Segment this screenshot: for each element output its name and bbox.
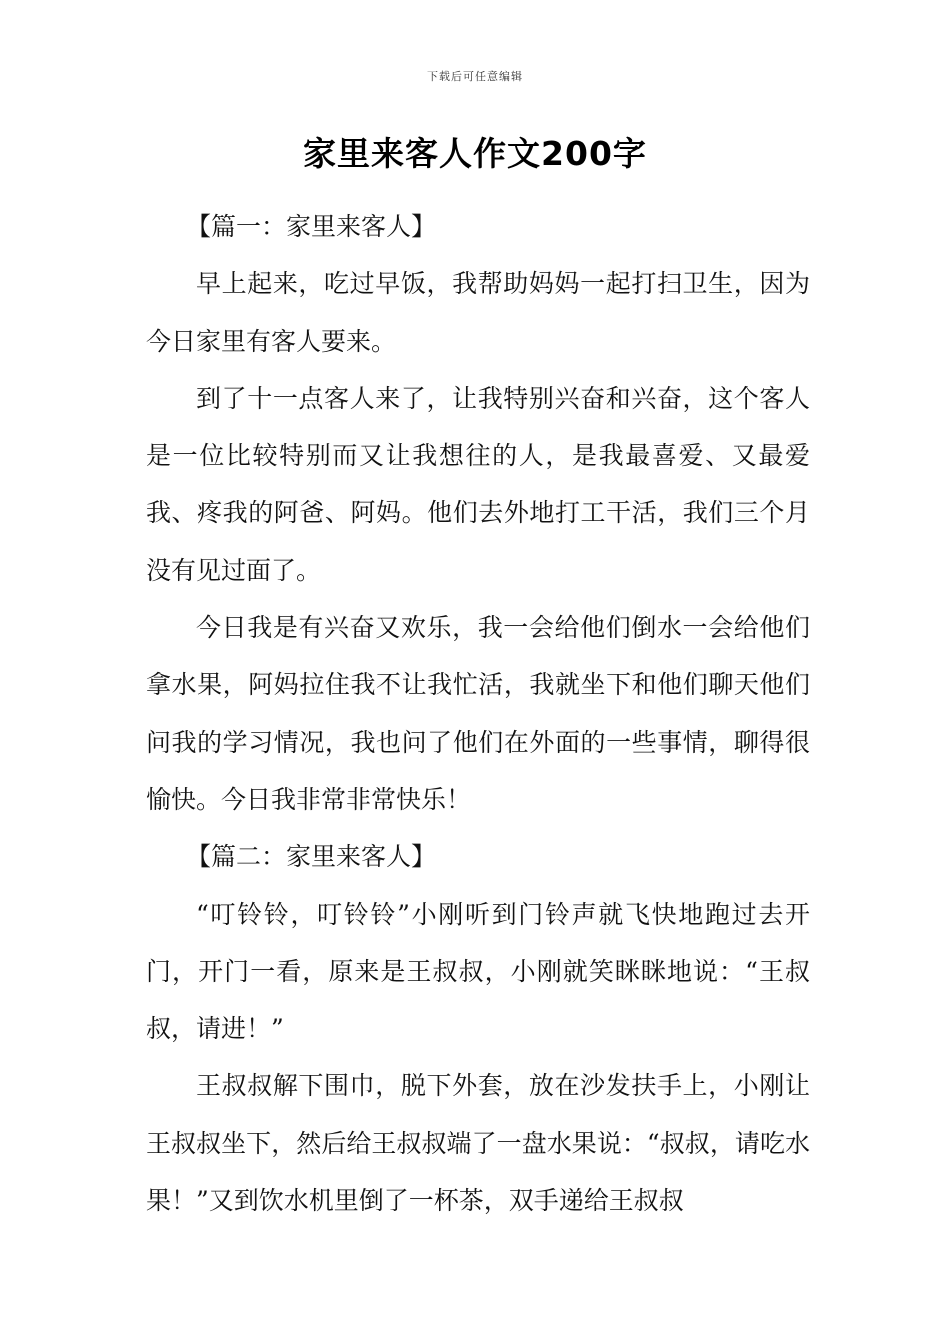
paragraph: 今日我是有兴奋又欢乐，我一会给他们倒水一会给他们拿水果，阿妈拉住我不让我忙活，我就坐下和他们聊天他们问我的学习情况，我也问了他们在外面的一些事情，聊得很愉快。今日我非常非常快乐！: [146, 613, 810, 814]
document-body: [146, 198, 810, 1229]
section-heading: 【篇一：家里来客人】: [186, 212, 437, 241]
paragraph: 王叔叔解下围巾，脱下外套，放在沙发扶手上，小刚让王叔叔坐下，然后给王叔叔端了一盘水果说：“叔叔，请吃水果！”又到饮水机里倒了一杯茶，双手递给王叔叔: [146, 1071, 810, 1216]
header-note: 下载后可任意编辑: [427, 70, 523, 83]
paragraph: 早上起来，吃过早饭，我帮助妈妈一起打扫卫生，因为今日家里有客人要来。: [146, 269, 810, 356]
paragraph: “叮铃铃，叮铃铃”小刚听到门铃声就飞快地跑过去开门，开门一看，原来是王叔叔，小刚就笑眯眯地说：“王叔叔，请进！”: [146, 899, 810, 1044]
paragraph: 到了十一点客人来了，让我特别兴奋和兴奋，这个客人是一位比较特别而又让我想往的人，是我最喜爱、又最爱我、疼我的阿爸、阿妈。他们去外地打工干活，我们三个月没有见过面了。: [146, 383, 810, 585]
section-heading: 【篇二：家里来客人】: [186, 842, 437, 872]
document-title: 家里来客人作文200字: [303, 134, 647, 173]
